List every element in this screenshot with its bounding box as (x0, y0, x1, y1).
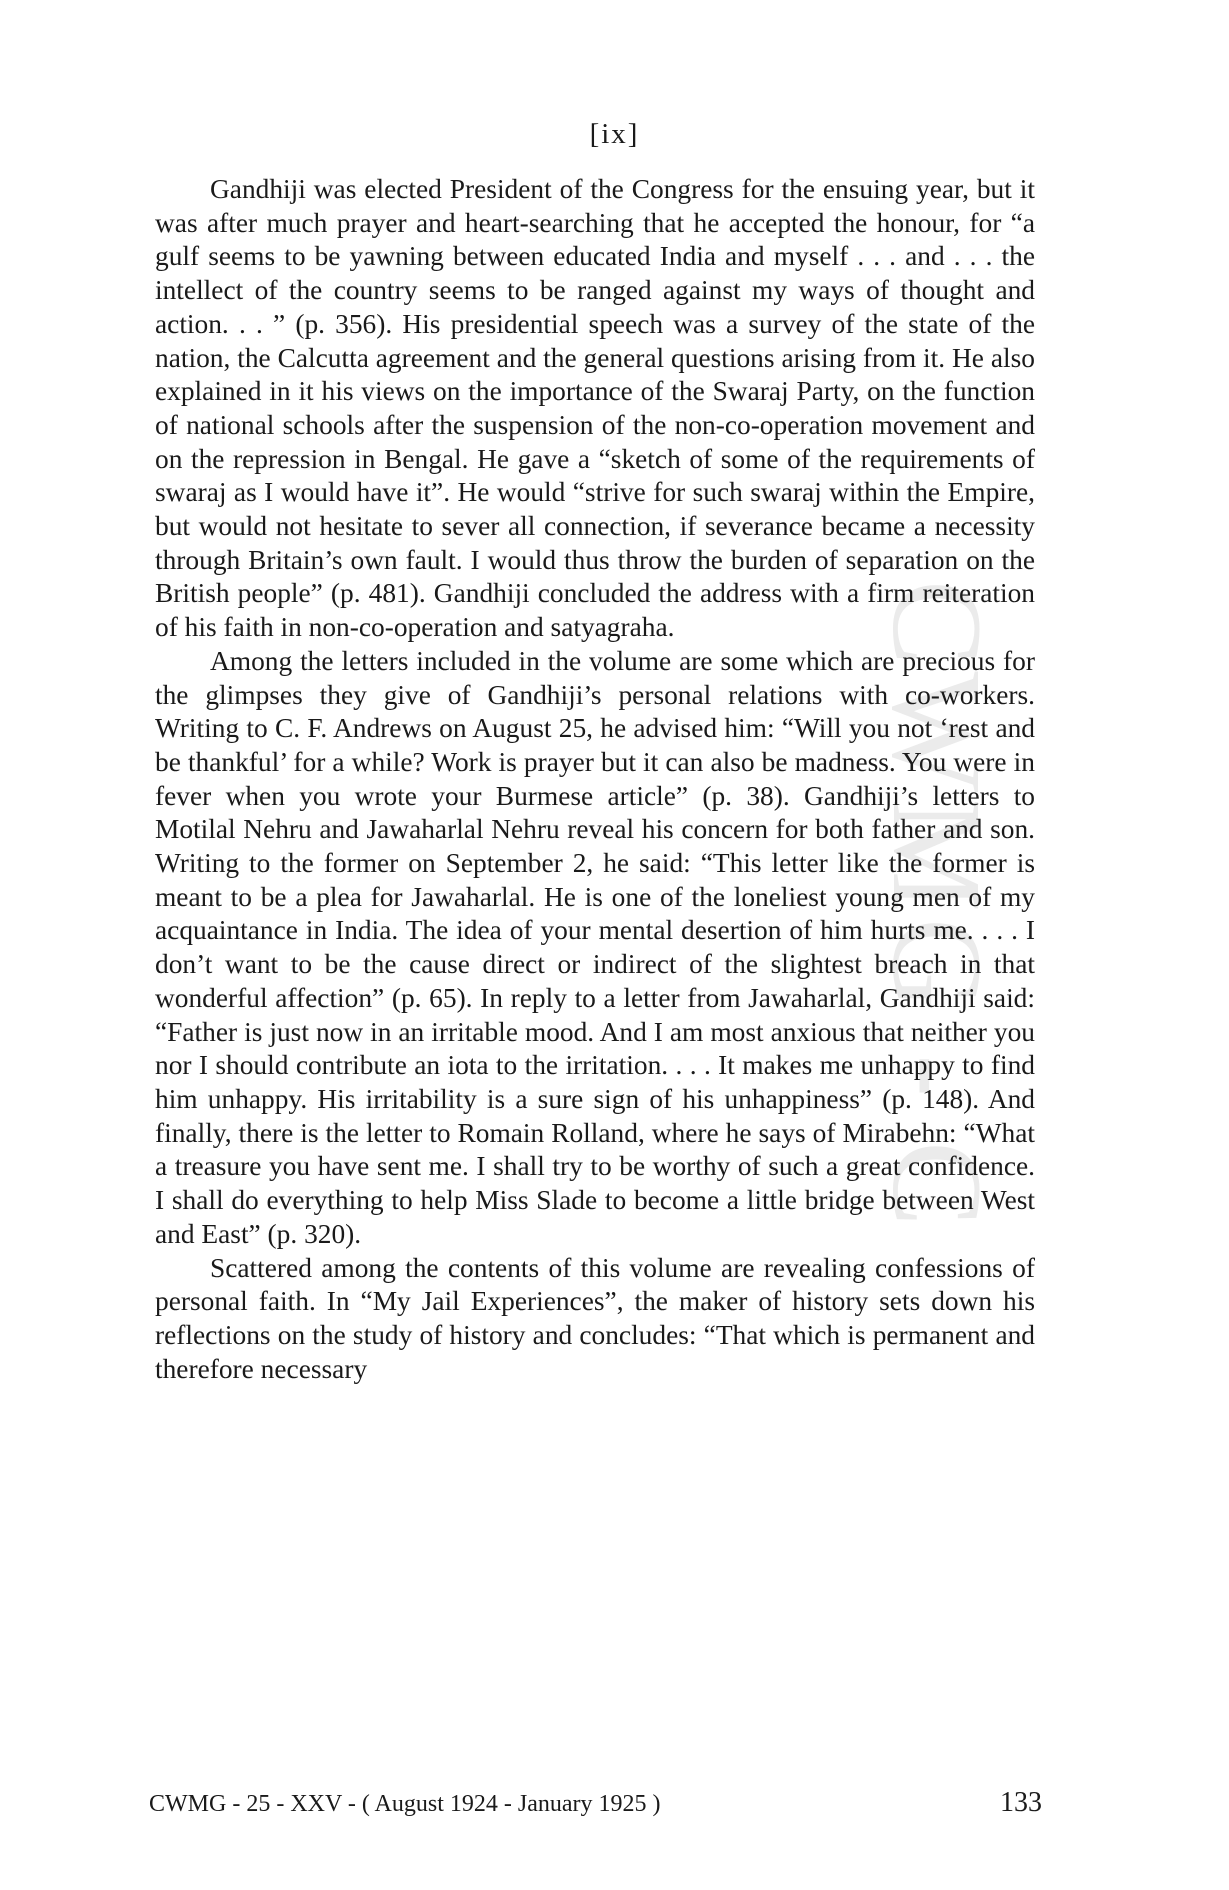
paragraph-1: Gandhiji was elected President of the Congress for the ensuing year, but it was after much prayer and heart-searching that he accepted the honour, for “a gulf seems to be yawning between educated India and myself . . . and . . . the intellect of the country seems to be ranged against my ways of thought and action. . . ” (p. 356). His presidential speech was a survey of the state of the nation, the Calcutta agreement and the general questions arising from it. He also explained in it his views on the importance of the Swaraj Party, on the function of national schools after the suspension of the non-co-operation movement and on the repression in Bengal. He gave a “sketch of some of the requirements of swaraj as I would have it”. He would “strive for such swaraj within the Empire, but would not hesitate to sever all connection, if severance became a necessity through Britain’s own fault. I would thus throw the burden of separation on the British people” (p. 481). Gandhiji concluded the address with a firm reiteration of his faith in non-co-operation and satyagraha. (155, 174, 1035, 643)
page-footer (149, 1787, 1042, 1827)
paragraph-3: Scattered among the contents of this volume are revealing confessions of personal faith. In “My Jail Experiences”, the maker of history sets down his reflections on the study of history and concludes: “That which is permanent and therefore necessary (155, 1252, 1035, 1384)
page-marker: [ix] (589, 118, 640, 150)
page-number: 133 (1000, 1787, 1042, 1818)
paragraph-2: Among the letters included in the volume are some which are precious for the glimpses they give of Gandhiji’s personal relations with co-workers. Writing to C. F. Andrews on August 25, he advised him: “Will you not ‘rest and be thankful’ for a while? Work is prayer but it can also be madness. You were in fever when you wrote your Burmese article” (p. 38). Gandhiji’s letters to Motilal Nehru and Jawaharlal Nehru reveal his concern for both father and son. Writing to the former on September 2, he said: “This letter like the former is meant to be a plea for Jawaharlal. He is one of the loneliest young men of my acquaintance in India. The idea of your mental desertion of him hurts me. . . . I don’t want to be the cause direct or indirect of the slightest breach in that wonderful affection” (p. 65). In reply to a letter from Jawaharlal, Gandhiji said: “Father is just now in an irritable mood. And I am most anxious that neither you nor I should contribute an iota to the irritation. . . . It makes me unhappy to find him unhappy. His irritability is a sure sign of his unhappiness” (p. 148). And finally, there is the letter to Romain Rolland, where he says of Mirabehn: “What a treasure you have sent me. I shall try to be worthy of such a great confidence. I shall do everything to help Miss Slade to become a little bridge between West and East” (p. 320). (155, 645, 1035, 1249)
body-text (155, 173, 1035, 1386)
watermark: CWMG - C (866, 580, 1008, 1233)
footer-source: CWMG - 25 - XXV - ( August 1924 - January 1925 ) (149, 1791, 661, 1817)
